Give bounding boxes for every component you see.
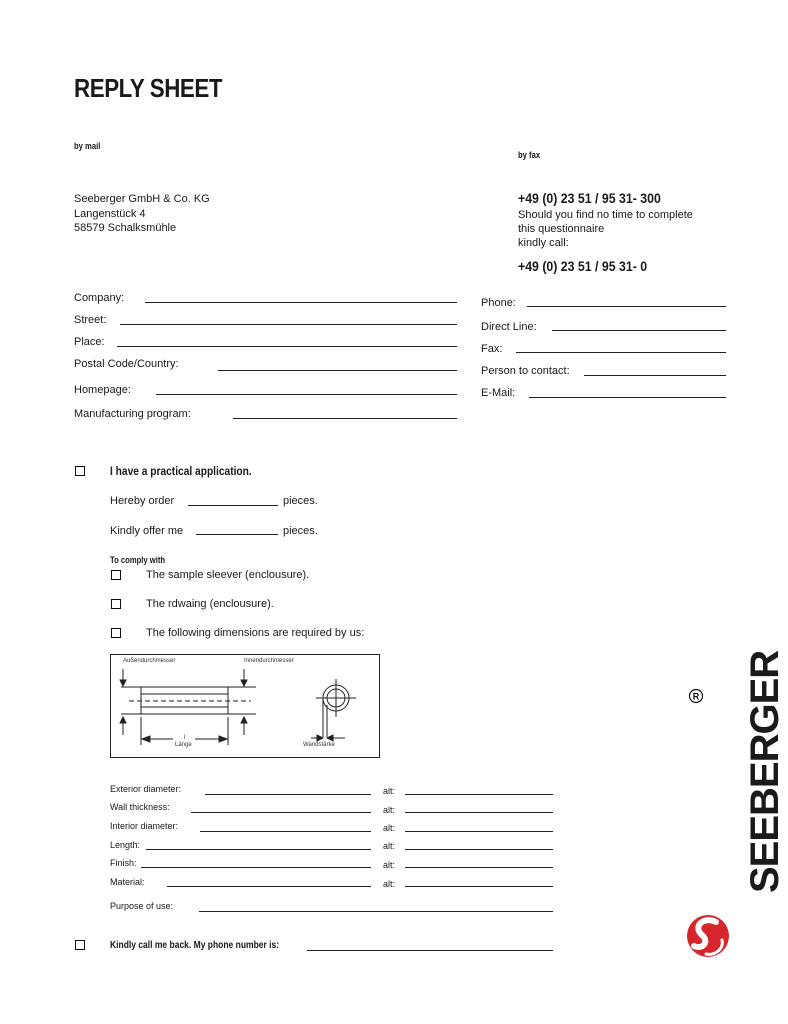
purpose-of-use-label: Purpose of use: xyxy=(110,901,174,911)
length-alt-field[interactable] xyxy=(405,849,553,850)
finish-alt-field[interactable] xyxy=(405,867,553,868)
sample-sleever-label: The sample sleever (enclousure). xyxy=(146,569,310,581)
exterior-diameter-alt-label: alt: xyxy=(383,786,396,796)
person-to-contact-field[interactable] xyxy=(584,375,726,376)
fax-note-line-2: this questionnaire xyxy=(518,223,605,235)
length-alt-label: alt: xyxy=(383,841,396,851)
order-pieces-label: pieces. xyxy=(283,495,318,507)
homepage-field[interactable] xyxy=(156,394,457,395)
call-number: +49 (0) 23 51 / 95 31- 0 xyxy=(518,258,648,274)
offer-quantity-field[interactable] xyxy=(196,534,278,535)
fax-note-line-3: kindly call: xyxy=(518,237,569,249)
phone-label: Phone: xyxy=(481,297,516,309)
practical-application-heading: I have a practical application. xyxy=(110,464,252,478)
finish-alt-label: alt: xyxy=(383,860,396,870)
wall-thickness-alt-label: alt: xyxy=(383,805,396,815)
homepage-label: Homepage: xyxy=(74,384,131,396)
svg-text:R: R xyxy=(692,691,700,702)
purpose-of-use-field[interactable] xyxy=(199,911,553,912)
fax-label: Fax: xyxy=(481,343,503,355)
seeberger-emblem-icon xyxy=(686,914,730,958)
exterior-diameter-label: Exterior diameter: xyxy=(110,784,182,794)
direct-line-label: Direct Line: xyxy=(481,321,537,333)
postal-code-field[interactable] xyxy=(218,370,457,371)
interior-diameter-alt-label: alt: xyxy=(383,823,396,833)
outer-diameter-label: Außendurchmesser xyxy=(123,658,176,664)
practical-application-checkbox[interactable] xyxy=(75,466,85,476)
company-field[interactable] xyxy=(145,302,457,303)
address-company: Seeberger GmbH & Co. KG xyxy=(74,193,210,205)
dimension-diagram xyxy=(110,654,380,758)
material-field[interactable] xyxy=(167,886,371,887)
wall-thickness-label: Wandstärke xyxy=(303,742,335,748)
dimensions-checkbox[interactable] xyxy=(111,628,121,638)
by-mail-label: by mail xyxy=(74,141,101,151)
manufacturing-program-field[interactable] xyxy=(233,418,457,419)
sample-sleever-checkbox[interactable] xyxy=(111,570,121,580)
order-label: Hereby order xyxy=(110,495,175,507)
offer-label: Kindly offer me xyxy=(110,525,184,537)
interior-diameter-alt-field[interactable] xyxy=(405,831,553,832)
callback-phone-field[interactable] xyxy=(307,950,553,951)
direct-line-field[interactable] xyxy=(552,330,726,331)
finish-label: Finish: xyxy=(110,858,137,868)
finish-field[interactable] xyxy=(141,867,371,868)
comply-heading: To comply with xyxy=(110,555,166,565)
street-field[interactable] xyxy=(120,324,457,325)
page-title: REPLY SHEET xyxy=(74,73,223,103)
length-label: Länge xyxy=(175,742,192,748)
postal-code-label: Postal Code/Country: xyxy=(74,358,179,370)
drawing-checkbox[interactable] xyxy=(111,599,121,609)
length-field[interactable] xyxy=(146,849,371,850)
material-label: Material: xyxy=(110,877,145,887)
wall-thickness-label-field: Wall thickness: xyxy=(110,802,170,812)
phone-field[interactable] xyxy=(527,306,726,307)
length-field-label: Length: xyxy=(110,840,141,850)
by-fax-label: by fax xyxy=(518,150,541,160)
person-to-contact-label: Person to contact: xyxy=(481,365,570,377)
dimensions-label: The following dimensions are required by us: xyxy=(146,627,365,639)
material-alt-label: alt: xyxy=(383,879,396,889)
fax-number: +49 (0) 23 51 / 95 31- 300 xyxy=(518,190,661,206)
length-symbol: l xyxy=(184,735,186,741)
email-label: E-Mail: xyxy=(481,387,516,399)
wall-thickness-alt-field[interactable] xyxy=(405,812,553,813)
address-city: 58579 Schalksmühle xyxy=(74,222,177,234)
wall-thickness-field[interactable] xyxy=(191,812,371,813)
sleeve-drawing xyxy=(111,655,379,757)
inner-diameter-label: Innendurchmesser xyxy=(244,658,294,664)
drawing-label: The rdwaing (enclousure). xyxy=(146,598,274,610)
manufacturing-program-label: Manufacturing program: xyxy=(74,408,191,420)
material-alt-field[interactable] xyxy=(405,886,553,887)
fax-field[interactable] xyxy=(516,352,726,353)
callback-checkbox[interactable] xyxy=(75,940,85,950)
order-quantity-field[interactable] xyxy=(188,505,278,506)
company-label: Company: xyxy=(74,292,125,304)
interior-diameter-field[interactable] xyxy=(200,831,371,832)
place-label: Place: xyxy=(74,336,105,348)
interior-diameter-label: Interior diameter: xyxy=(110,821,179,831)
registered-trademark-icon xyxy=(688,688,704,704)
address-street: Langenstück 4 xyxy=(74,208,146,220)
exterior-diameter-alt-field[interactable] xyxy=(405,794,553,795)
callback-label: Kindly call me back. My phone number is: xyxy=(110,940,280,951)
email-field[interactable] xyxy=(529,397,726,398)
street-label: Street: xyxy=(74,314,107,326)
place-field[interactable] xyxy=(117,346,457,347)
seeberger-logo: SEEBERGER xyxy=(743,650,787,893)
offer-pieces-label: pieces. xyxy=(283,525,318,537)
exterior-diameter-field[interactable] xyxy=(205,794,371,795)
fax-note-line-1: Should you find no time to complete xyxy=(518,209,693,221)
